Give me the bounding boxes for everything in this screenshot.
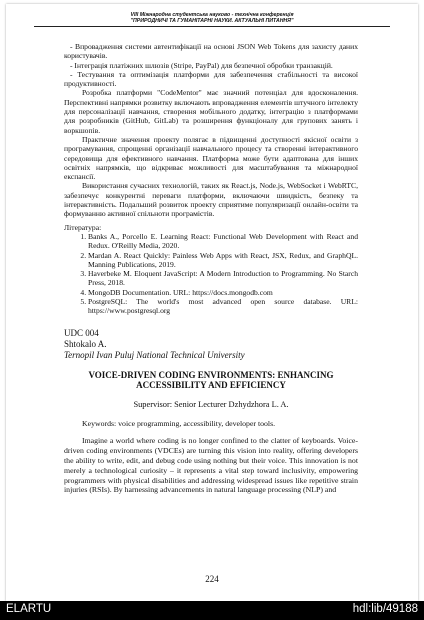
reference-item: 2. Mardan A. React Quickly: Painless Web Apps with React, JSX, Redux, and GraphQL. Manning Publications, 2019. — [88, 251, 358, 270]
header-rule — [34, 26, 390, 27]
page-content — [64, 42, 358, 503]
conference-line-1: VIII Міжнародна студентська науково - технічна конференція — [130, 12, 294, 18]
reference-item: 1. Banks A., Porcello E. Learning React: Functional Web Development with React and Redux. O'Reilly Media, 2020. — [88, 232, 358, 251]
conference-header — [6, 12, 418, 24]
reference-item: 3. Haverbeke M. Eloquent JavaScript: A Modern Introduction to Programming. No Starch Press, 2018. — [88, 269, 358, 288]
literature-list — [64, 232, 358, 316]
footer-bar — [0, 601, 424, 620]
page-sheet — [6, 4, 418, 601]
literature-title: Література: — [64, 222, 102, 232]
paragraph-technologies: Використання сучасних технологій, таких як React.js, Node.js, WebSocket і WebRTC, забезпечує конкурентні переваги платформи, включаючи швидкість, безпеку та інтерактивність. Подальший розвиток проекту сприятиме популяризації онлайн-освіти та формуванню активної спільноти програмістів. — [64, 181, 358, 219]
paragraph-practical: Практичне значення проекту полягає в підвищенні доступності якісної освіти з програмування, спрощенні організації навчального процесу та створенні інтерактивного середовища для ефективного навчання. Платформа може бути адаптована для інших освітніх напрямків, що відкриває можливості для масштабування та міжнародної експансії. — [64, 134, 358, 182]
supervisor-line: Supervisor: Senior Lecturer Dzhydzhora L. A. — [133, 399, 289, 409]
paragraph-jwt: - Впровадження системи автентифікації на основі JSON Web Tokens для захисту даних користувачів. — [64, 42, 358, 61]
udc-code: UDC 004 — [64, 327, 99, 338]
page-number: 224 — [205, 574, 219, 584]
paragraph-prospects: Розробка платформи "CodeMentor" має значний потенціал для вдосконалення. Перспективні напрямки розвитку включають впровадження елементів штучного інтелекту для персоналізації навчання, створення мобільного додатку, інтеграцію з платформами для розробників (GitHub, GitLab) та розширення функціоналу для групових занять і воркшопів. — [64, 88, 358, 135]
footer-handle: hdl:lib/49188 — [352, 603, 418, 615]
paragraph-testing: - Тестування та оптимізація платформи для забезпечення стабільності та високої продуктивності. — [64, 69, 358, 89]
reference-item: 4. MongoDB Documentation. URL: https://docs.mongodb.com — [88, 288, 358, 297]
paragraph-payments: - Інтеграція платіжних шлюзів (Stripe, PayPal) для безпечної обробки транзакцій. — [70, 60, 333, 70]
footer-repository-name: ELARTU — [6, 603, 52, 615]
author-affiliation: Ternopil Ivan Puluj National Technical University — [64, 349, 245, 360]
abstract-paragraph: Imagine a world where coding is no longer confined to the clatter of keyboards. Voice-driven coding environments (VDCEs) are turning this vision into reality, offering developers the ability to write, edit, and debug code using nothing but their voice. This innovation is not merely a technological curiosity – it represents a vital step toward inclusivity, empowering programmers with physical disabilities and addressing widespread issues like repetitive strain injuries (RSIs). By harnessing advancements in natural language processing (NLP) and — [64, 436, 358, 495]
author-name: Shtokalo A. — [64, 338, 107, 349]
reference-item: 5. PostgreSQL: The world's most advanced open source database. URL: https://www.postgresql.org — [88, 297, 358, 316]
keywords-line: Keywords: voice programming, accessibility, developer tools. — [82, 418, 276, 428]
conference-line-2: "ПРИРОДНИЧІ ТА ГУМАНІТАРНІ НАУКИ. АКТУАЛЬНІ ПИТАННЯ" — [130, 18, 294, 25]
article-title: VOICE-DRIVEN CODING ENVIRONMENTS: ENHANCING ACCESSIBILITY AND EFFICIENCY — [88, 369, 334, 391]
